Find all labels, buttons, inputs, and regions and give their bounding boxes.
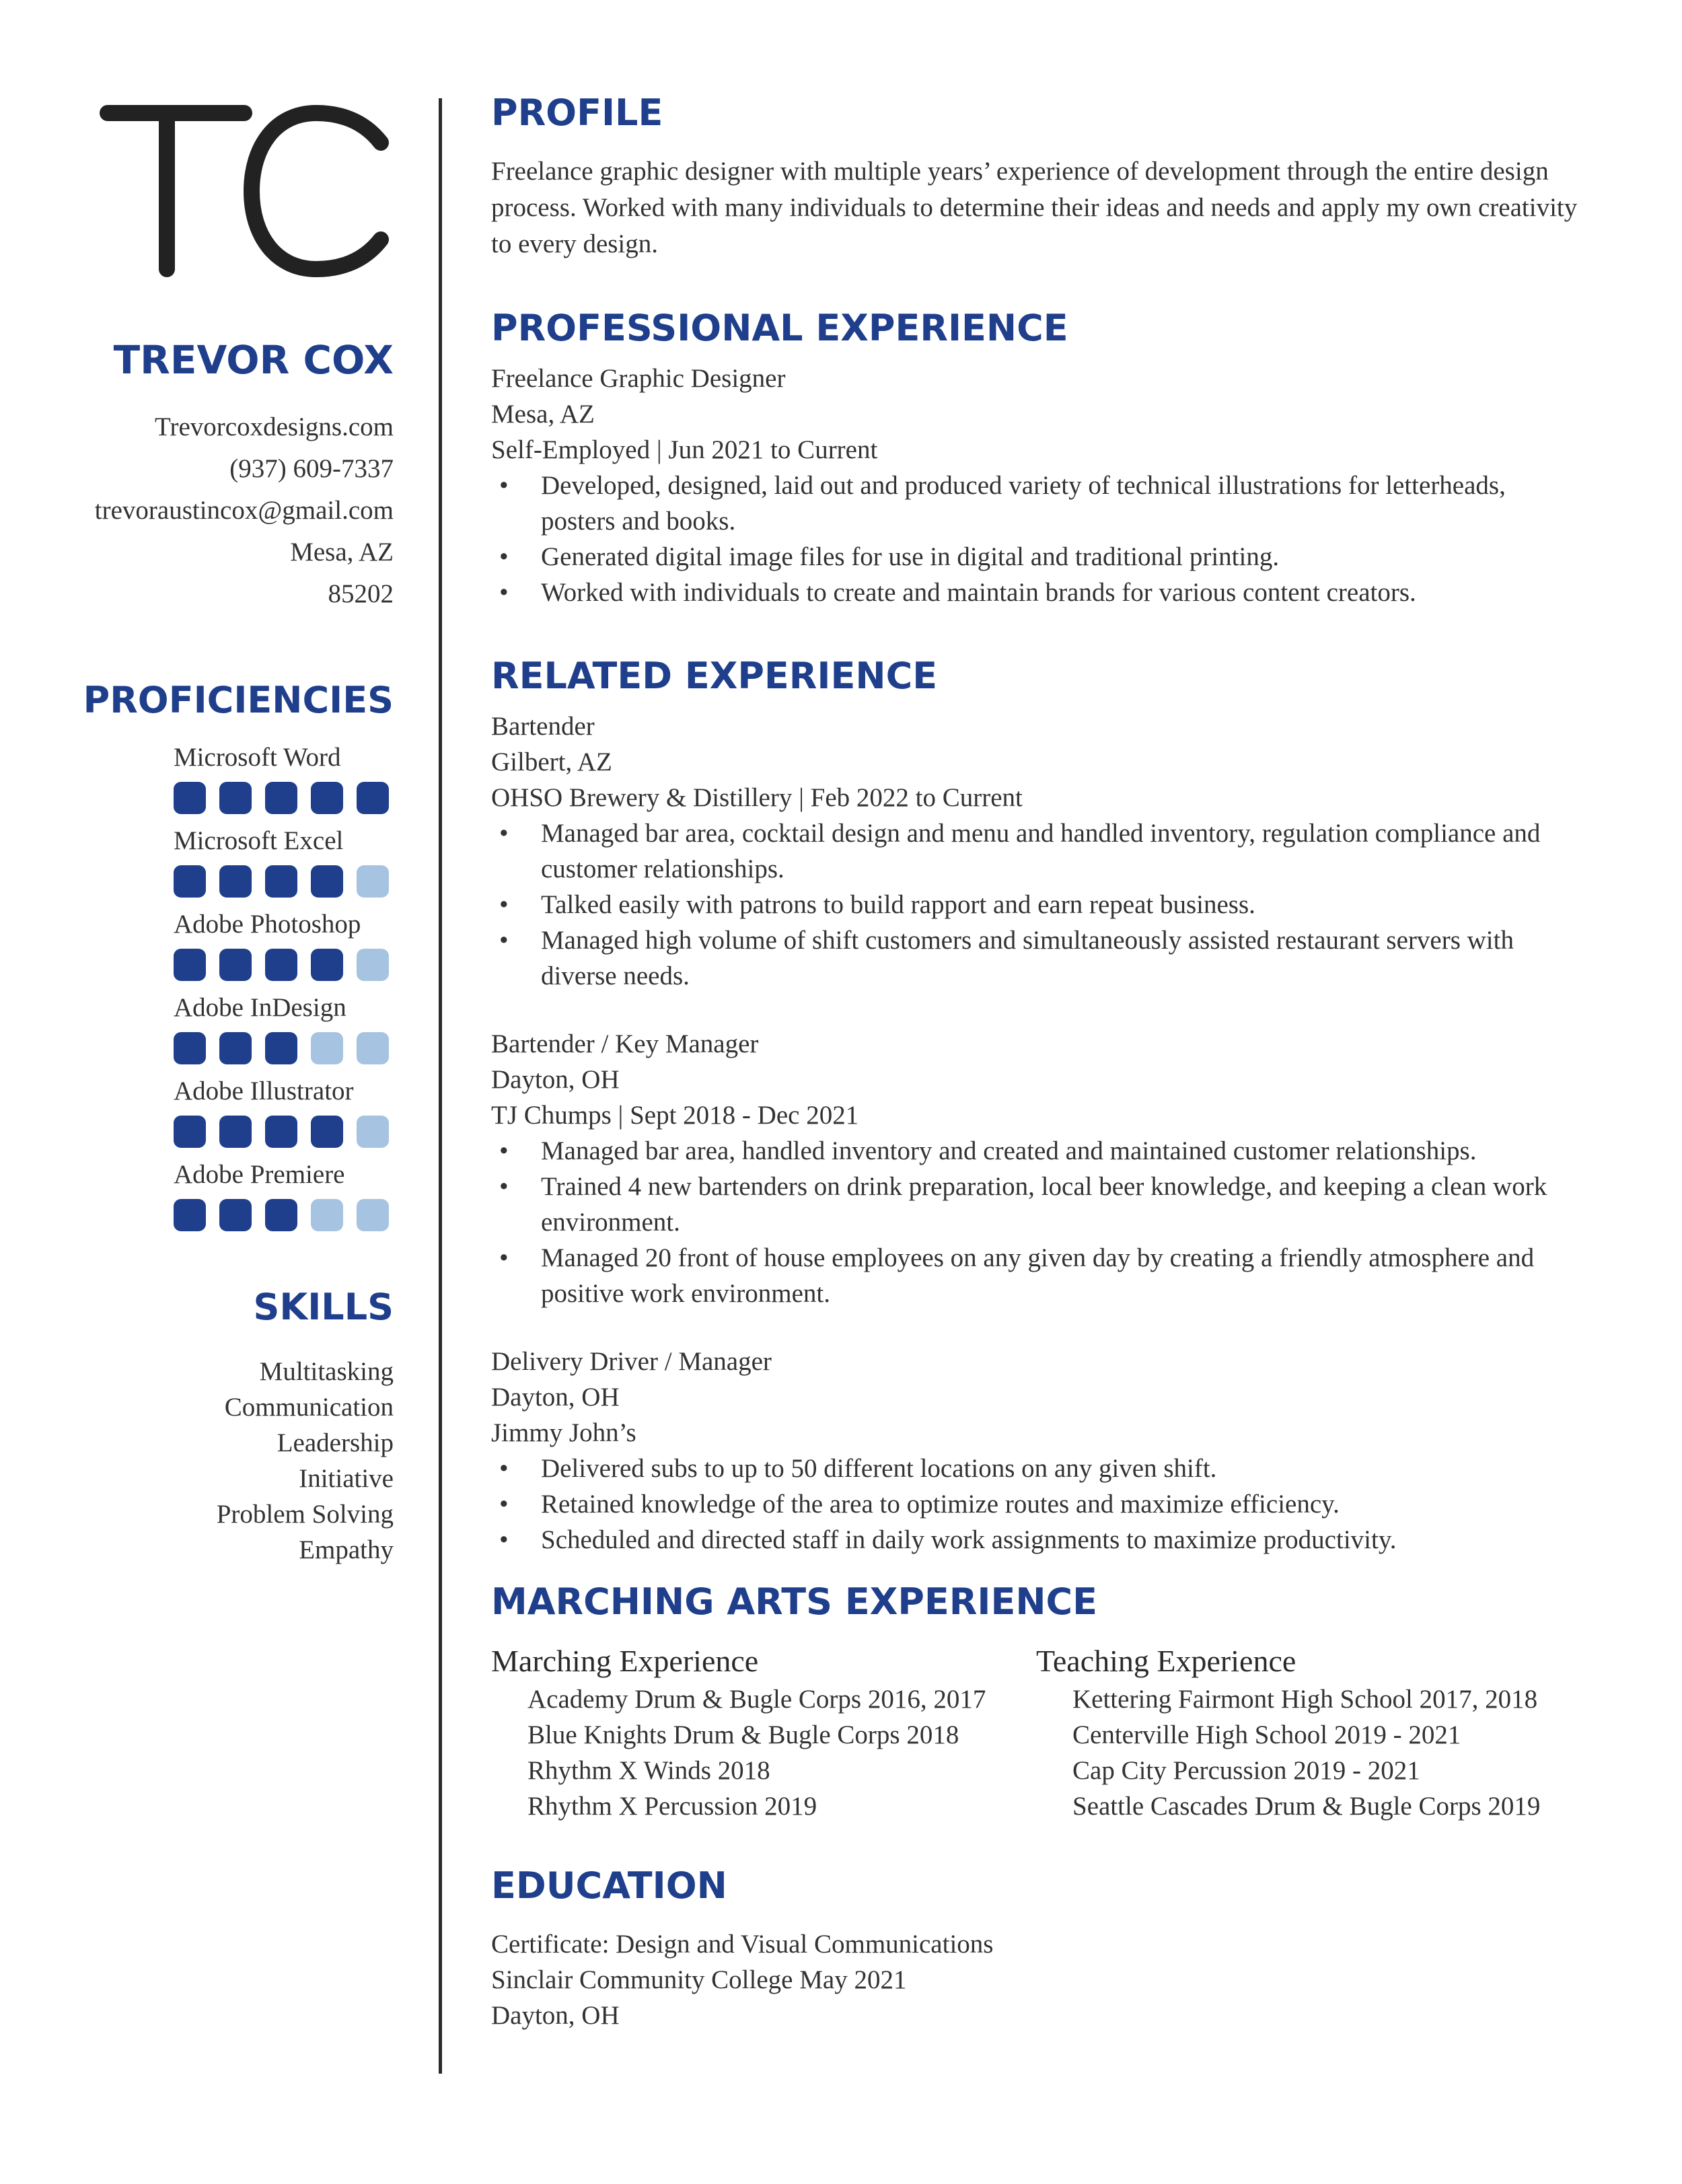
bullet-item: • Delivered subs to up to 50 different locations on any given shift. — [491, 1451, 1581, 1486]
proficiency-item — [174, 739, 402, 822]
skill-item: Multitasking — [259, 1357, 394, 1386]
rating-square-empty — [357, 865, 389, 898]
teaching-item: Seattle Cascades Drum & Bugle Corps 2019 — [1072, 1792, 1541, 1821]
rating-square-filled — [311, 865, 343, 898]
proficiency-rating — [174, 1032, 402, 1064]
email-text: trevoraustincox@gmail.com — [94, 496, 394, 525]
marching-columns — [491, 1641, 1581, 1824]
related-experience-heading: RELATED EXPERIENCE — [491, 655, 938, 697]
teaching-experience-column — [1036, 1641, 1581, 1824]
job-bullets — [491, 815, 1581, 994]
teaching-item: Kettering Fairmont High School 2017, 2018 — [1072, 1685, 1538, 1714]
rating-square-empty — [357, 1199, 389, 1231]
skill-item: Communication — [224, 1393, 394, 1422]
marching-experience-heading: Marching Experience — [491, 1644, 759, 1678]
skill-item: Empathy — [299, 1535, 394, 1564]
skill-item: Initiative — [299, 1464, 394, 1493]
profile-heading: PROFILE — [491, 92, 663, 134]
rating-square-filled — [219, 1116, 252, 1148]
phone-text: (937) 609-7337 — [229, 454, 394, 483]
rating-square-filled — [311, 949, 343, 981]
rating-square-filled — [219, 782, 252, 814]
city-text: Mesa, AZ — [290, 538, 394, 567]
marching-item: Academy Drum & Bugle Corps 2016, 2017 — [527, 1685, 986, 1714]
rating-square-filled — [265, 782, 297, 814]
bullet-item: • Managed bar area, handled inventory and created and maintained customer relationships. — [491, 1133, 1581, 1169]
education-section — [491, 1862, 1581, 2033]
rating-square-filled — [311, 1116, 343, 1148]
proficiency-rating — [174, 949, 402, 981]
job-location: Gilbert, AZ — [491, 748, 612, 776]
job-title: Delivery Driver / Manager — [491, 1347, 772, 1376]
bullet-item: • Scheduled and directed staff in daily work assignments to maximize productivity. — [491, 1522, 1581, 1558]
rating-square-empty — [311, 1032, 343, 1064]
job-employer: Jimmy John’s — [491, 1418, 636, 1447]
proficiency-rating — [174, 782, 402, 814]
bullet-item: • Managed high volume of shift customers and simultaneously assisted restaurant servers with diverse needs. — [491, 922, 1581, 994]
job-entry — [491, 708, 1581, 994]
sidebar — [0, 0, 404, 2184]
job-title: Bartender — [491, 712, 595, 741]
job-location: Dayton, OH — [491, 1065, 620, 1094]
candidate-name: TREVOR COX — [113, 337, 394, 383]
marching-arts-section — [491, 1578, 1581, 1824]
bullet-item: • Retained knowledge of the area to optimize routes and maximize efficiency. — [491, 1486, 1581, 1522]
rating-square-filled — [311, 782, 343, 814]
rating-square-filled — [219, 1032, 252, 1064]
professional-experience-heading: PROFESSIONAL EXPERIENCE — [491, 307, 1068, 349]
tc-monogram-logo — [100, 100, 396, 280]
bullet-item: • Managed bar area, cocktail design and menu and handled inventory, regulation compliance and customer relationships. — [491, 815, 1581, 887]
education-heading: EDUCATION — [491, 1864, 727, 1907]
rating-square-filled — [219, 949, 252, 981]
job-employer: OHSO Brewery & Distillery | Feb 2022 to Current — [491, 783, 1023, 812]
marching-experience-column — [491, 1641, 1036, 1824]
teaching-item: Cap City Percussion 2019 - 2021 — [1072, 1756, 1420, 1785]
rating-square-filled — [357, 782, 389, 814]
bullet-item: • Managed 20 front of house employees on any given day by creating a friendly atmosphere and positive work environment. — [491, 1240, 1581, 1311]
job-title: Bartender / Key Manager — [491, 1029, 759, 1058]
related-experience-section — [491, 652, 1581, 1558]
rating-square-filled — [219, 1199, 252, 1231]
proficiency-item — [174, 822, 402, 906]
proficiency-rating — [174, 865, 402, 898]
proficiency-rating — [174, 1116, 402, 1148]
job-bullets — [491, 468, 1581, 610]
profile-text: Freelance graphic designer with multiple years’ experience of development through the entire design process. Worked with many individuals to determine their ideas and needs and apply my own creativity to every design. — [491, 157, 1578, 258]
education-school: Sinclair Community College May 2021 — [491, 1965, 907, 1994]
skill-item: Problem Solving — [216, 1500, 394, 1529]
bullet-item: • Worked with individuals to create and maintain brands for various content creators. — [491, 575, 1581, 610]
rating-square-filled — [174, 1032, 206, 1064]
job-location: Dayton, OH — [491, 1383, 620, 1412]
proficiency-item — [174, 1156, 402, 1239]
bullet-item: • Generated digital image files for use in digital and traditional printing. — [491, 539, 1581, 575]
skills-heading: SKILLS — [253, 1286, 394, 1328]
teaching-experience-heading: Teaching Experience — [1036, 1644, 1296, 1678]
rating-square-filled — [265, 949, 297, 981]
proficiency-rating — [174, 1199, 402, 1231]
proficiency-item — [174, 1072, 402, 1156]
website-text: Trevorcoxdesigns.com — [155, 412, 394, 441]
marching-item: Rhythm X Percussion 2019 — [527, 1792, 817, 1821]
rating-square-filled — [174, 949, 206, 981]
job-entry — [491, 1344, 1581, 1558]
job-title: Freelance Graphic Designer — [491, 364, 786, 393]
job-entry — [491, 361, 1581, 610]
teaching-item: Centerville High School 2019 - 2021 — [1072, 1720, 1461, 1749]
skill-item: Leadership — [277, 1428, 394, 1457]
marching-item: Rhythm X Winds 2018 — [527, 1756, 770, 1785]
contact-info — [0, 406, 394, 615]
zip-text: 85202 — [328, 579, 394, 608]
rating-square-filled — [265, 865, 297, 898]
job-entry — [491, 1026, 1581, 1311]
rating-square-filled — [265, 1199, 297, 1231]
rating-square-filled — [265, 1116, 297, 1148]
marching-item: Blue Knights Drum & Bugle Corps 2018 — [527, 1720, 959, 1749]
rating-square-filled — [174, 865, 206, 898]
rating-square-empty — [311, 1199, 343, 1231]
marching-arts-heading: MARCHING ARTS EXPERIENCE — [491, 1580, 1098, 1623]
proficiency-label: Adobe Premiere — [174, 1160, 345, 1189]
proficiency-label: Adobe Illustrator — [174, 1077, 354, 1105]
bullet-item: • Trained 4 new bartenders on drink preparation, local beer knowledge, and keeping a clean work environment. — [491, 1169, 1581, 1240]
proficiency-label: Adobe InDesign — [174, 993, 346, 1022]
bullet-item: • Talked easily with patrons to build rapport and earn repeat business. — [491, 887, 1581, 922]
rating-square-empty — [357, 1116, 389, 1148]
job-employer: TJ Chumps | Sept 2018 - Dec 2021 — [491, 1101, 859, 1130]
vertical-divider — [439, 98, 442, 2074]
proficiency-item — [174, 906, 402, 989]
proficiencies-heading: PROFICIENCIES — [83, 679, 394, 721]
rating-square-filled — [219, 865, 252, 898]
rating-square-empty — [357, 1032, 389, 1064]
bullet-item: • Developed, designed, laid out and produced variety of technical illustrations for letterheads, posters and books. — [491, 468, 1581, 539]
profile-section — [491, 89, 1581, 262]
rating-square-empty — [357, 949, 389, 981]
proficiencies-list — [174, 739, 402, 1239]
proficiency-label: Microsoft Word — [174, 743, 341, 772]
skills-list — [0, 1354, 394, 1568]
job-location: Mesa, AZ — [491, 400, 595, 429]
rating-square-filled — [174, 1116, 206, 1148]
proficiency-label: Microsoft Excel — [174, 826, 344, 855]
rating-square-filled — [174, 782, 206, 814]
rating-square-filled — [265, 1032, 297, 1064]
job-bullets — [491, 1133, 1581, 1311]
job-bullets — [491, 1451, 1581, 1558]
proficiency-label: Adobe Photoshop — [174, 910, 361, 939]
job-employer: Self-Employed | Jun 2021 to Current — [491, 435, 878, 464]
main-content — [491, 89, 1581, 2033]
rating-square-filled — [174, 1199, 206, 1231]
proficiency-item — [174, 989, 402, 1072]
education-location: Dayton, OH — [491, 2001, 620, 2030]
education-certificate: Certificate: Design and Visual Communications — [491, 1930, 994, 1959]
professional-experience-section — [491, 304, 1581, 610]
